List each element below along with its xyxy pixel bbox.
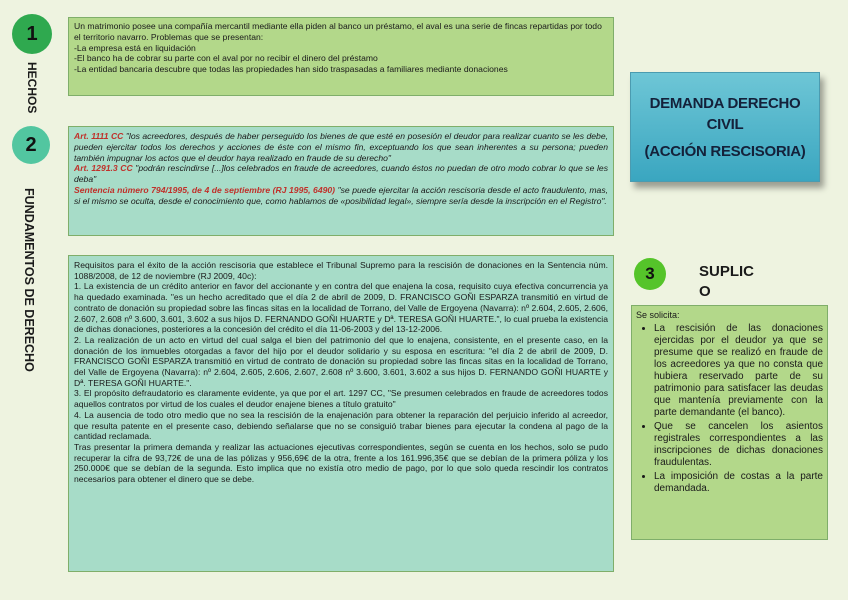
art-1111-paragraph: [74, 131, 608, 163]
hechos-item: -La empresa está en liquidación: [74, 42, 196, 53]
sentencia-paragraph: [74, 185, 608, 207]
fundamentos-label: FUNDAMENTOS DE DERECHO: [22, 188, 36, 372]
suplico-intro: Se solicita:: [636, 310, 680, 320]
art-1291-text: "podrán rescindirse [...]los celebrados en fraude de acreedores, cuando éstos no puedan de otro modo cobrar lo que se les deba": [74, 163, 608, 185]
art-1111-ref: Art. 1111 CC: [74, 131, 124, 141]
title-line: (ACCIÓN RESCISORIA): [644, 142, 806, 160]
hechos-box: [68, 17, 614, 96]
fundamentos-box: [68, 126, 614, 236]
document-title-box: [630, 72, 820, 182]
section-number-3: 3: [634, 258, 666, 290]
requisitos-intro: Requisitos para el éxito de la acción rescisoria que establece el Tribunal Supremo para la rescisión de donaciones en la Sentencia núm. 1088/2008, de 12 de noviembre (RJ 2009, 40c):: [74, 260, 608, 281]
hechos-intro: Un matrimonio posee una compañía mercantil mediante ella piden al banco un préstamo, el aval es una serie de fincas repartidas por todo el territorio navarro. Problemas que se presentan:: [74, 21, 602, 42]
title-line: DEMANDA DERECHO: [649, 94, 801, 112]
title-line: CIVIL: [706, 115, 744, 133]
requisitos-box: [68, 255, 614, 572]
suplico-box: [631, 305, 828, 540]
suplico-list: [636, 323, 823, 495]
requisito-item: 3. El propósito defraudatorio es claramente evidente, ya que por el art. 1297 CC, "Se presumen celebrados en fraude de acreedores todos aquellos contratos por virtud de los cuales el deudor enajene bienes a título gratuito": [74, 388, 608, 410]
suplico-item: • La rescisión de las donaciones ejercidas por el deudor ya que se presume que se realizó en fraude de los acreedores ya que no consta que hubiera reservado parte de su patrimonio para satisfacer las deudas que mantenía previamente con la parte demandante (el banco).: [654, 323, 823, 419]
suplico-item: • La imposición de costas a la parte demandada.: [654, 471, 823, 495]
suplico-heading: SUPLICO: [699, 263, 755, 300]
art-1291-paragraph: [74, 163, 608, 185]
art-1111-text: "los acreedores, después de haber perseguido los bienes de que esté en posesión el deudor para realizar cuanto se les debe, pueden ejercitar todos los derechos y acciones de éste con el mismo fin, exceptuando los que sean inherentes a su persona; pueden también impugnar los actos que el deudor haya realizado en fraude de su derecho": [74, 131, 608, 163]
section-number-1: 1: [12, 14, 52, 54]
section-number-2: 2: [12, 126, 50, 164]
hechos-item: -La entidad bancaria descubre que todas las propiedades han sido traspasadas a familiares mediante donaciones: [74, 64, 508, 75]
requisito-item: 2. La realización de un acto en virtud del cual salga el bien del patrimonio del que lo enajena, consistente, en el presente caso, en la donación de los inmuebles otorgadas a favor del hijo por el deudor solidario y su esposa en escritura: "el día 2 de abril de 2009, D. FRANCISCO GOÑI ESPARZA transmitió en virtud de contrato de donación su propiedad sobre las fincas sitas en la localidad de Torrano, del Valle de Ergoyena (Navarra): nº 2.604, 2.605, 2.606, 2.607, 2.608 nº 3.600, 3.601, 3.602 a sus hijos D. FERNANDO GOÑI HUARTE y Dª. TERESA GOÑI HUARTE.".: [74, 334, 608, 388]
sentencia-text: "se puede ejercitar la acción rescisoria desde el acto fraudulento, mas, si el mismo se oculta, desde el conocimiento que, como hablamos de «posibilidad legal», siempre sería desde la inscripción en el Registro".: [74, 184, 609, 206]
requisitos-conclusion: Tras presentar la primera demanda y realizar las actuaciones ejecutivas correspondientes, según se cuenta en los hechos, solo se pudo recuperar la cifra de 93,72€ de una de las pólizas y 956,69€ de la otra, frente a los 161.996,35€ que se debían de la primera póliza y los 250.000€ que se debían de la segunda. Esto implica que no existía otro medio de pago, por lo que solo queda rescindir los contratos necesarios para obtener el dinero que se debe.: [74, 441, 608, 485]
suplico-item: • Que se cancelen los asientos registrales correspondientes a las inscripciones de dichas donaciones fraudulentas.: [654, 421, 823, 469]
hechos-label: HECHOS: [25, 62, 39, 114]
art-1291-ref: Art. 1291.3 CC: [74, 163, 133, 174]
requisito-item: 4. La ausencia de todo otro medio que no sea la rescisión de la enajenación para obtener la reparación del perjuicio inferido al acreedor, que resulta patente en el presente caso, debiendo señalarse que no se consiguió trabar bienes para ejecutar la condena al pago de la cantidad reclamada.: [74, 409, 608, 442]
requisito-item: 1. La existencia de un crédito anterior en favor del accionante y en contra del que enajena la cosa, requisito cuya efectiva concurrencia ya ha quedado examinada. "es un hecho acreditado que el día 2 de abril de 2009, D. FRANCISCO GOÑI ESPARZA transmitió en virtud de contrato de donación su propiedad sobre las fincas sitas en la localidad de Torrano, del Valle de Ergoyena (Navarra): nº 2.604, 2.605, 2.606, 2.607, 2.608 nº 3.600, 3.601, 3.602 a sus hijos D. FERNANDO GOÑI HUARTE y Dª. TERESA GOÑI HUARTE.", lo cual prueba la existencia de dichas donaciones, posteriores a la concesión del crédito el día 11-06-2003 y del 13-12-2006.: [74, 281, 608, 335]
hechos-item: -El banco ha de cobrar su parte con el aval por no recibir el dinero del préstamo: [74, 53, 378, 64]
sentencia-ref: Sentencia número 794/1995, de 4 de septiembre (RJ 1995, 6490): [74, 184, 336, 195]
